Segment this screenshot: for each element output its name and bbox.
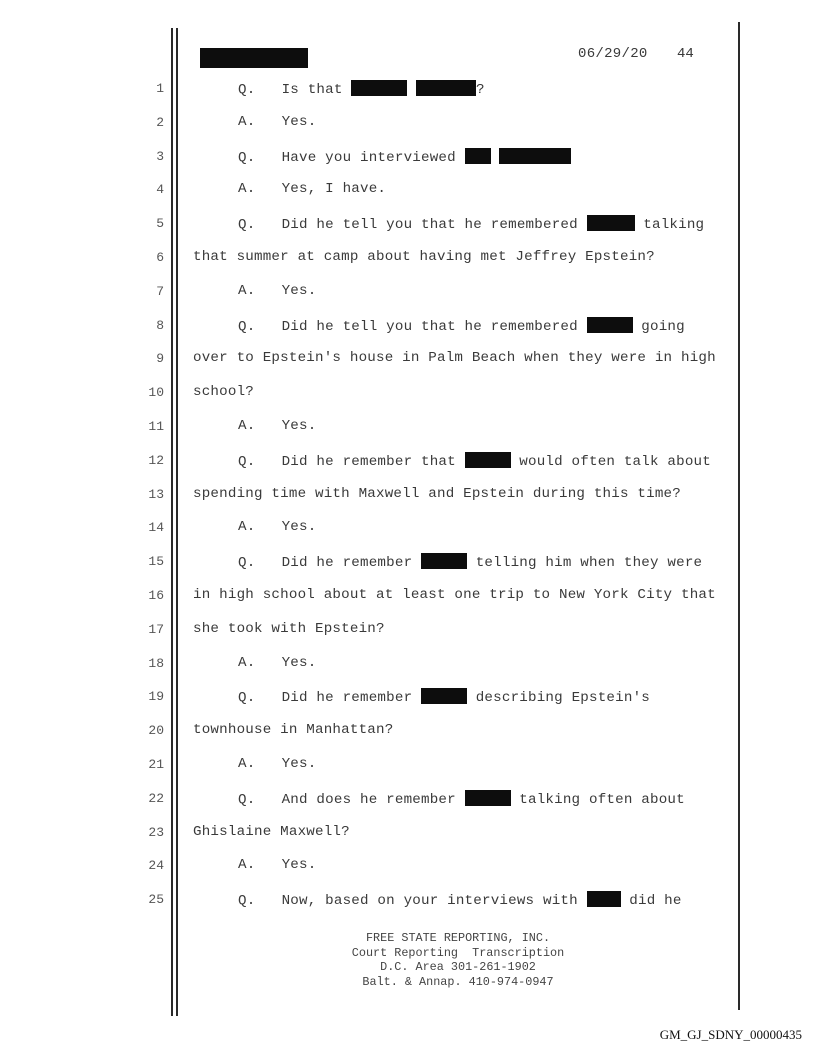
line-text-segment: A. Yes.	[238, 654, 317, 671]
line-text-segment: Q. Now, based on your interviews with	[238, 893, 587, 910]
line-text-segment: Ghislaine Maxwell?	[193, 823, 350, 840]
line-number: 15	[148, 554, 164, 570]
transcript-line	[0, 77, 816, 101]
line-text-segment: Q. And does he remember	[238, 791, 465, 808]
line-text-segment: townhouse in Manhattan?	[193, 722, 394, 739]
line-text-segment: A. Yes.	[238, 756, 317, 772]
line-text-segment: Q. Is that	[238, 82, 352, 98]
line-number: 10	[148, 385, 164, 401]
transcript-line	[0, 753, 816, 777]
line-text-segment: Q. Did he remember	[238, 555, 421, 572]
transcript-line	[0, 449, 816, 473]
line-number: 22	[148, 790, 164, 806]
line-text	[193, 587, 716, 603]
line-number: 20	[148, 723, 164, 739]
line-text-segment: ?	[476, 82, 485, 98]
line-number: 13	[148, 486, 164, 502]
transcript-line	[0, 111, 816, 135]
line-text	[238, 857, 316, 873]
line-text-segment: A. Yes.	[238, 282, 317, 299]
transcript-line	[0, 652, 816, 676]
transcript-line	[0, 314, 816, 338]
line-number: 3	[156, 148, 164, 164]
line-number: 17	[148, 621, 164, 637]
line-text	[238, 80, 485, 98]
transcript-line	[0, 685, 816, 709]
line-number: 11	[148, 419, 164, 434]
line-number: 18	[148, 655, 164, 671]
line-text-segment: over to Epstein's house in Palm Beach when they were in high	[193, 350, 716, 367]
line-text	[238, 215, 704, 233]
transcript-line	[0, 347, 816, 371]
reporter-name: FREE STATE REPORTING, INC.	[365, 931, 551, 945]
page-header	[0, 44, 816, 68]
line-text-segment: A. Yes.	[238, 113, 317, 130]
line-text-segment: telling him when they were	[467, 555, 703, 572]
line-text-segment: A. Yes.	[238, 418, 317, 434]
line-text	[193, 824, 350, 840]
line-text-segment: school?	[193, 384, 254, 401]
line-text-segment: did he	[620, 893, 682, 910]
redaction-box	[351, 80, 407, 96]
line-text-segment: spending time with Maxwell and Epstein during this time?	[193, 485, 681, 502]
line-text	[238, 283, 316, 299]
line-text-segment: Q. Did he remember	[238, 690, 421, 707]
line-text	[238, 418, 316, 434]
reporter-phone-dc: D.C. Area 301-261-1902	[380, 960, 536, 974]
reporter-footer	[300, 931, 616, 989]
line-number: 12	[148, 452, 164, 468]
line-text-segment: describing Epstein's	[467, 690, 650, 707]
line-text	[238, 317, 685, 335]
line-text-segment	[491, 150, 500, 166]
line-number: 19	[148, 689, 164, 705]
bates-number: GM_GJ_SDNY_00000435	[659, 1027, 802, 1042]
line-text-segment: A. Yes.	[238, 519, 317, 536]
line-text-segment: A. Yes.	[238, 857, 317, 874]
line-number: 4	[156, 182, 164, 198]
redaction-box	[587, 891, 621, 907]
line-text-segment: going	[632, 318, 685, 335]
transcript-line	[0, 888, 816, 912]
line-text-segment: that summer at camp about having met Jeffrey Epstein?	[193, 249, 655, 265]
line-number: 6	[156, 250, 164, 265]
redaction-box	[421, 688, 467, 704]
line-number: 14	[148, 520, 164, 536]
line-number: 8	[156, 317, 164, 333]
line-text	[193, 486, 681, 502]
line-text	[238, 148, 571, 166]
line-text	[193, 722, 393, 738]
line-text-segment: talking often about	[510, 791, 685, 808]
line-text-segment: Q. Did he tell you that he remembered	[238, 217, 587, 234]
line-text-segment	[407, 82, 416, 98]
line-text-segment: she took with Epstein?	[193, 620, 385, 637]
redaction-box	[421, 553, 467, 569]
transcript-line	[0, 854, 816, 878]
transcript-line	[0, 483, 816, 507]
line-text	[193, 350, 716, 366]
redaction-box	[499, 148, 571, 164]
page-number: 44	[677, 46, 694, 62]
redaction-box	[465, 790, 511, 806]
reporter-phone-baltimore: Balt. & Annap. 410-974-0947	[362, 974, 554, 989]
line-text-segment: Q. Have you interviewed	[238, 149, 465, 166]
transcript-line	[0, 516, 816, 540]
line-text	[238, 452, 711, 470]
transcript-line	[0, 787, 816, 811]
transcript-line	[0, 550, 816, 574]
transcript-line	[0, 584, 816, 608]
line-number: 16	[148, 588, 164, 603]
transcript-line	[0, 212, 816, 236]
reporter-services: Court Reporting Transcription	[351, 945, 565, 960]
transcript-date: 06/29/20	[578, 46, 648, 62]
line-text-segment: Q. Did he remember that	[238, 453, 465, 470]
line-text	[238, 756, 316, 772]
line-number: 23	[148, 824, 164, 840]
transcript-line	[0, 178, 816, 202]
line-text	[238, 655, 316, 671]
line-text-segment: Q. Did he tell you that he remembered	[238, 318, 587, 335]
redaction-box	[465, 148, 491, 164]
line-number: 2	[156, 114, 164, 130]
redaction-box	[200, 48, 308, 68]
transcript-line	[0, 280, 816, 304]
line-text	[193, 249, 655, 265]
line-text-segment: in high school about at least one trip to New York City that	[193, 587, 716, 603]
line-text	[238, 790, 685, 808]
line-number: 24	[148, 858, 164, 874]
line-number: 7	[156, 283, 164, 299]
redaction-box	[465, 452, 511, 468]
line-text	[193, 621, 385, 637]
line-number: 1	[156, 81, 164, 96]
redaction-box	[416, 80, 476, 96]
line-text	[238, 114, 316, 130]
line-number: 25	[148, 892, 164, 908]
line-text	[238, 181, 386, 197]
redaction-box	[587, 317, 633, 333]
transcript-line	[0, 145, 816, 169]
transcript-line	[0, 719, 816, 743]
transcript-line	[0, 381, 816, 405]
line-text	[238, 688, 650, 706]
line-text	[238, 519, 316, 535]
line-text	[238, 553, 702, 571]
line-number: 5	[156, 216, 164, 232]
line-text	[193, 384, 254, 400]
line-text-segment: A. Yes, I have.	[238, 181, 387, 198]
redaction-box	[587, 215, 635, 231]
line-text-segment: would often talk about	[510, 453, 711, 470]
line-number: 9	[156, 351, 164, 367]
line-number: 21	[148, 757, 164, 772]
transcript-line	[0, 415, 816, 439]
line-text-segment: talking	[634, 217, 705, 234]
transcript-line	[0, 246, 816, 270]
line-text	[238, 891, 682, 909]
transcript-line	[0, 618, 816, 642]
transcript-line	[0, 821, 816, 845]
